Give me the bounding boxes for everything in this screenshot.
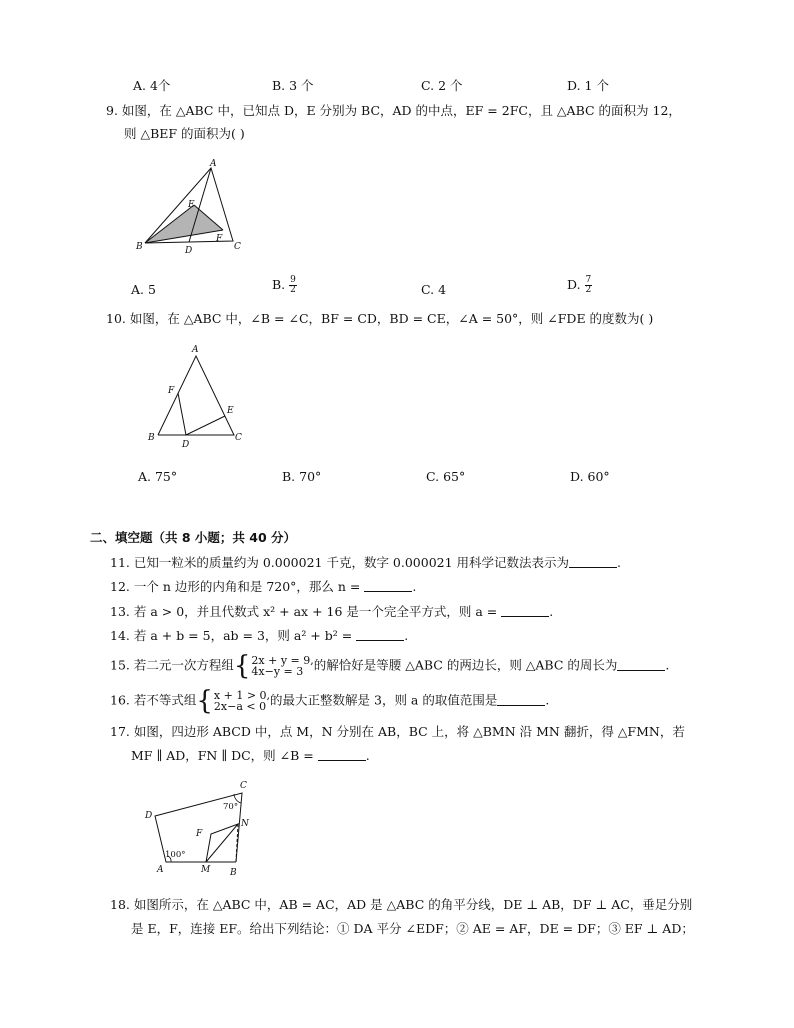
q8-option-a: A. 4个 [133, 78, 171, 93]
q10-label-b: B [148, 433, 155, 443]
q17-label-m: M [201, 865, 211, 875]
q17-figure [138, 778, 258, 878]
q17-stem-line1: 17. 如图，四边形 ABCD 中，点 M，N 分别在 AB，BC 上，将 △BMN 沿 MN 翻折，得 △FMN，若 [110, 724, 685, 739]
q17-triangle-fmn [206, 824, 238, 862]
q9-label-c: C [234, 242, 241, 252]
q14: 14. 若 a + b = 5，ab = 3，则 a² + b² = . [110, 628, 409, 643]
q17-label-c: C [240, 781, 247, 791]
q9-label-f: F [216, 234, 223, 244]
q17-label-d: D [145, 811, 153, 821]
section2-title: 二、填空题（共 8 小题；共 40 分） [90, 530, 297, 545]
q10-segments-fde [178, 393, 225, 435]
q9-figure [130, 155, 250, 260]
q10-stem: 10. 如图，在 △ABC 中，∠B = ∠C，BF = CD，BD = CE，∠A = 50°，则 ∠FDE 的度数为( ) [106, 311, 654, 326]
q18-stem-line2: 是 E，F，连接 EF。给出下列结论：① DA 平分 ∠EDF；② AE = AF，DE = DF；③ EF ⊥ AD； [131, 921, 694, 936]
q10-option-d: D. 60° [570, 469, 610, 484]
q10-label-f: F [168, 386, 175, 396]
q10-label-a: A [192, 345, 199, 355]
q17-label-a: A [157, 865, 164, 875]
q17-angle-a-value: 100° [165, 850, 186, 860]
q9-option-b: B. $\frac{9}{2}$ [272, 275, 296, 295]
q10-option-a: A. 75° [138, 469, 178, 484]
q9-shaded-triangle-bef [145, 205, 223, 243]
q9-stem-line2: 则 △BEF 的面积为( ) [124, 126, 245, 141]
q15: 15. 若二元一次方程组 { 2x + y = 9, 4x−y = 3 的解恰好是等腰 △ABC 的两边长，则 △ABC 的周长为 . [110, 651, 670, 681]
q17-angle-c-value: 70° [223, 802, 239, 812]
q10-label-c: C [235, 433, 242, 443]
q8-option-b: B. 3 个 [272, 78, 314, 93]
q13: 13. 若 a > 0，并且代数式 x² + ax + 16 是一个完全平方式，则 a = . [110, 604, 554, 619]
q9-label-e: E [188, 200, 195, 210]
q9-label-b: B [136, 242, 143, 252]
q17-label-n: N [241, 819, 249, 829]
q8-option-d: D. 1 个 [567, 78, 609, 93]
q10-figure [140, 340, 255, 452]
q11: 11. 已知一粒米的质量约为 0.000021 千克，数字 0.000021 用科学记数法表示为 . [110, 555, 622, 570]
q17-label-f: F [196, 829, 203, 839]
q8-option-c: C. 2 个 [421, 78, 463, 93]
q10-label-e: E [227, 406, 234, 416]
q18-stem-line1: 18. 如图所示，在 △ABC 中，AB = AC，AD 是 △ABC 的角平分线，DE ⊥ AB，DF ⊥ AC，垂足分别 [110, 897, 693, 912]
q17-label-b: B [230, 868, 237, 878]
q10-option-c: C. 65° [426, 469, 466, 484]
q9-option-d: D. $\frac{7}{2}$ [567, 275, 592, 295]
q10-label-d: D [182, 440, 190, 450]
q17-stem-line2: MF ∥ AD，FN ∥ DC，则 ∠B = . [131, 748, 370, 763]
q10-option-b: B. 70° [282, 469, 322, 484]
q9-option-a: A. 5 [131, 282, 156, 297]
q16: 16. 若不等式组 { x + 1 > 0, 2x−a < 0 的最大正整数解是 3，则 a 的取值范围是 . [110, 686, 550, 716]
q9-label-a: A [210, 159, 217, 169]
q9-option-c: C. 4 [421, 282, 447, 297]
q9-label-d: D [185, 246, 193, 256]
q9-stem-line1: 9. 如图，在 △ABC 中，已知点 D，E 分别为 BC，AD 的中点，EF = 2FC，且 △ABC 的面积为 12， [106, 103, 681, 118]
q12: 12. 一个 n 边形的内角和是 720°，那么 n = . [110, 579, 417, 594]
